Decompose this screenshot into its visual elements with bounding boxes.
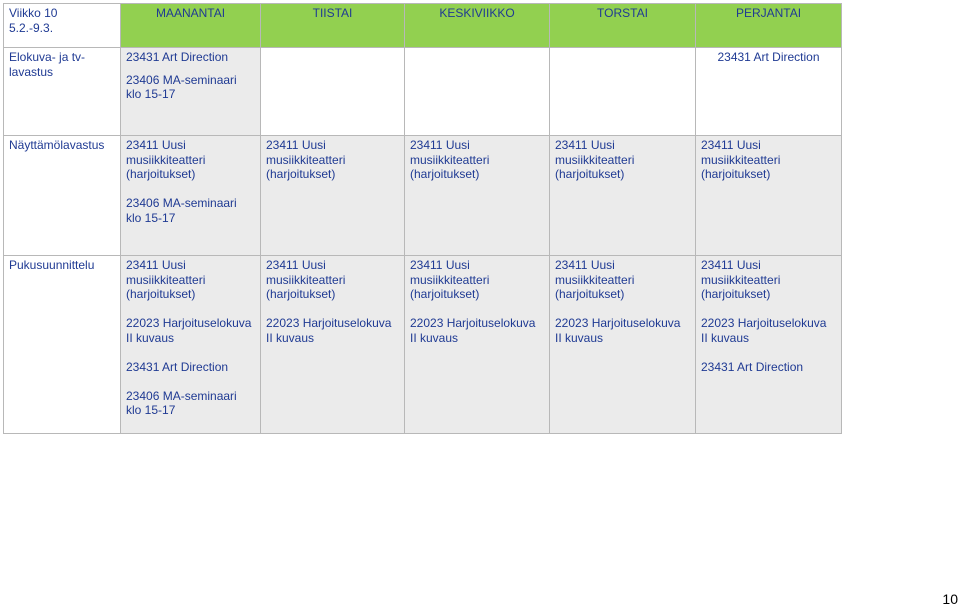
schedule-cell-thursday: [550, 48, 696, 136]
course-entry: 23411 Uusi musiikkiteatteri (harjoitukset): [701, 138, 781, 181]
week-label-cell: [4, 4, 121, 48]
schedule-cell-wednesday: [405, 256, 550, 434]
course-entry: 23411 Uusi musiikkiteatteri (harjoitukset): [701, 258, 781, 301]
week-title: Viikko 10: [9, 6, 58, 20]
course-entry: 22023 Harjoituselokuva II kuvaus: [701, 316, 827, 345]
course-entry: 23411 Uusi musiikkiteatteri (harjoitukset): [555, 138, 635, 181]
course-entry: 23431 Art Direction: [701, 359, 804, 374]
header-row: [4, 4, 842, 48]
schedule-cell-wednesday: [405, 136, 550, 256]
page-number: 10: [942, 591, 958, 607]
schedule-cell-thursday: [550, 136, 696, 256]
row-label: Näyttämölavastus: [4, 136, 121, 256]
course-entry: 22023 Harjoituselokuva II kuvaus: [410, 316, 536, 345]
schedule-cell-friday: [696, 136, 842, 256]
day-header-thursday: TORSTAI: [550, 4, 696, 48]
schedule-cell-monday: [121, 256, 261, 434]
schedule-cell-tuesday: [261, 136, 405, 256]
course-entry: 23431 Art Direction: [717, 50, 820, 64]
course-entry: 23431 Art Direction: [126, 50, 229, 64]
day-header-monday: MAANANTAI: [121, 4, 261, 48]
schedule-row-stage-design: [4, 136, 842, 256]
row-label: Elokuva- ja tv-lavastus: [4, 48, 121, 136]
schedule-cell-tuesday: [261, 256, 405, 434]
schedule-row-film-tv-set-design: [4, 48, 842, 136]
schedule-cell-wednesday: [405, 48, 550, 136]
course-entry: 23411 Uusi musiikkiteatteri (harjoitukset): [126, 138, 206, 181]
row-label: Pukusuunnittelu: [4, 256, 121, 434]
course-entry: 23406 MA-seminaari klo 15-17: [126, 196, 237, 225]
course-entry: 22023 Harjoituselokuva II kuvaus: [555, 316, 681, 345]
course-entry: 23411 Uusi musiikkiteatteri (harjoitukset): [410, 258, 490, 301]
course-entry: 23431 Art Direction: [126, 359, 229, 374]
schedule-row-costume-design: [4, 256, 842, 434]
schedule-cell-thursday: [550, 256, 696, 434]
course-entry: 23411 Uusi musiikkiteatteri (harjoitukset): [266, 258, 346, 301]
course-entry: 22023 Harjoituselokuva II kuvaus: [126, 316, 252, 345]
course-entry: 23406 MA-seminaari klo 15-17: [126, 388, 237, 417]
course-entry: 22023 Harjoituselokuva II kuvaus: [266, 316, 392, 345]
schedule-cell-monday: [121, 48, 261, 136]
schedule-cell-monday: [121, 136, 261, 256]
day-header-wednesday: KESKIVIIKKO: [405, 4, 550, 48]
course-entry: 23411 Uusi musiikkiteatteri (harjoitukset): [555, 258, 635, 301]
schedule-cell-friday: [696, 48, 842, 136]
course-entry: 23411 Uusi musiikkiteatteri (harjoitukset): [266, 138, 346, 181]
schedule-cell-friday: [696, 256, 842, 434]
weekly-schedule-table: [3, 3, 842, 434]
schedule-cell-tuesday: [261, 48, 405, 136]
course-entry: 23411 Uusi musiikkiteatteri (harjoitukset): [126, 258, 206, 301]
course-entry: 23411 Uusi musiikkiteatteri (harjoitukset): [410, 138, 490, 181]
week-dates: 5.2.-9.3.: [9, 20, 54, 35]
course-entry: 23406 MA-seminaari klo 15-17: [126, 72, 237, 101]
day-header-friday: PERJANTAI: [696, 4, 842, 48]
day-header-tuesday: TIISTAI: [261, 4, 405, 48]
